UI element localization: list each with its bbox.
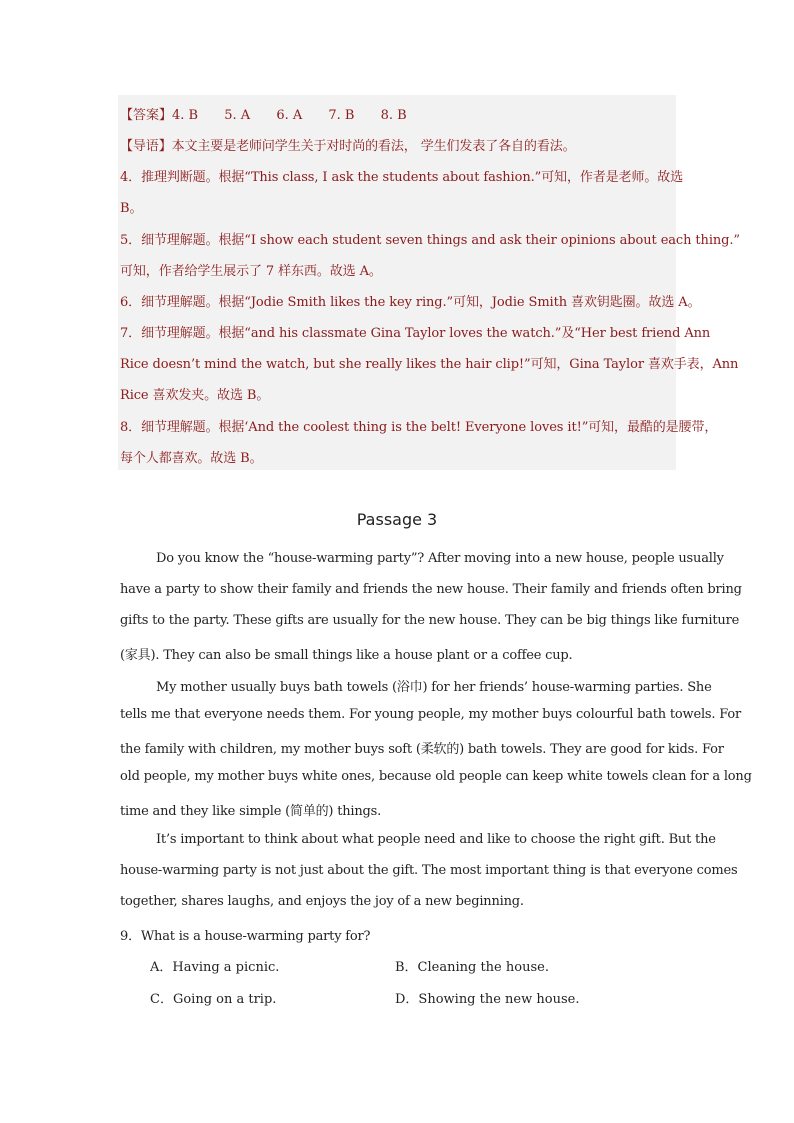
passage-line: the family with children, my mother buys soft (柔软的) bath towels. They are good for kids. For bbox=[120, 742, 724, 757]
answer-line: B。 bbox=[120, 201, 143, 216]
passage-line: gifts to the party. These gifts are usually for the new house. They can be big things like furniture bbox=[120, 613, 740, 628]
passage-line: It’s important to think about what people need and like to choose the right gift. But the bbox=[156, 832, 716, 847]
answer-line: 6．细节理解题。根据“Jodie Smith likes the key ring.”可知，Jodie Smith 喜欢钥匙圈。故选 A。 bbox=[120, 295, 701, 310]
answer-key-5: 5. A bbox=[224, 108, 251, 123]
option-c: C．Going on a trip. bbox=[150, 992, 277, 1007]
passage-line: have a party to show their family and friends the new house. Their family and friends often bring bbox=[120, 582, 742, 597]
passage-line: house-warming party is not just about the gift. The most important thing is that everyone comes bbox=[120, 863, 738, 878]
answer-line: 5．细节理解题。根据“I show each student seven things and ask their opinions about each thing.” bbox=[120, 233, 740, 248]
option-b: B．Cleaning the house. bbox=[395, 960, 549, 975]
passage-line: time and they like simple (简单的) things. bbox=[120, 804, 382, 819]
answer-line: Rice 喜欢发夹。故选 B。 bbox=[120, 388, 270, 403]
answer-line: 7．细节理解题。根据“and his classmate Gina Taylor loves the watch.”及“Her best friend Ann bbox=[120, 326, 711, 341]
passage-line: together, shares laughs, and enjoys the joy of a new beginning. bbox=[120, 894, 524, 909]
passage-line: Do you know the “house-warming party”? After moving into a new house, people usually bbox=[156, 551, 724, 566]
passage-title: Passage 3 bbox=[356, 510, 438, 529]
answer-line: 4．推理判断题。根据“This class, I ask the students about fashion.”可知，作者是老师。故选 bbox=[120, 170, 684, 185]
answer-key-4: 【答案】4. B bbox=[120, 108, 199, 123]
passage-line: My mother usually buys bath towels (浴巾) for her friends’ house-warming parties. She bbox=[156, 680, 712, 695]
answer-intro: 【导语】本文主要是老师问学生关于对时尚的看法， 学生们发表了各自的看法。 bbox=[120, 139, 576, 154]
answer-line: 8．细节理解题。根据‘And the coolest thing is the belt! Everyone loves it!”可知，最酷的是腰带， bbox=[120, 420, 718, 435]
passage-line: tells me that everyone needs them. For young people, my mother buys colourful bath towels. For bbox=[120, 707, 742, 722]
answer-key bbox=[120, 104, 429, 123]
answer-line: 可知，作者给学生展示了 7 样东西。故选 A。 bbox=[120, 264, 382, 279]
answer-line: Rice doesn’t mind the watch, but she really likes the hair clip!”可知，Gina Taylor 喜欢手表，Ann bbox=[120, 357, 739, 372]
option-d: D．Showing the new house. bbox=[395, 992, 580, 1007]
answer-key-8: 8. B bbox=[380, 108, 407, 123]
answer-key-6: 6. A bbox=[276, 108, 303, 123]
passage-line: (家具). They can also be small things like a house plant or a coffee cup. bbox=[120, 648, 573, 663]
answer-key-7: 7. B bbox=[328, 108, 355, 123]
passage-line: old people, my mother buys white ones, because old people can keep white towels clean for a long bbox=[120, 769, 752, 784]
option-a: A．Having a picnic. bbox=[150, 960, 280, 975]
answer-line: 每个人都喜欢。故选 B。 bbox=[120, 451, 263, 466]
question-stem: 9．What is a house-warming party for? bbox=[120, 929, 371, 944]
